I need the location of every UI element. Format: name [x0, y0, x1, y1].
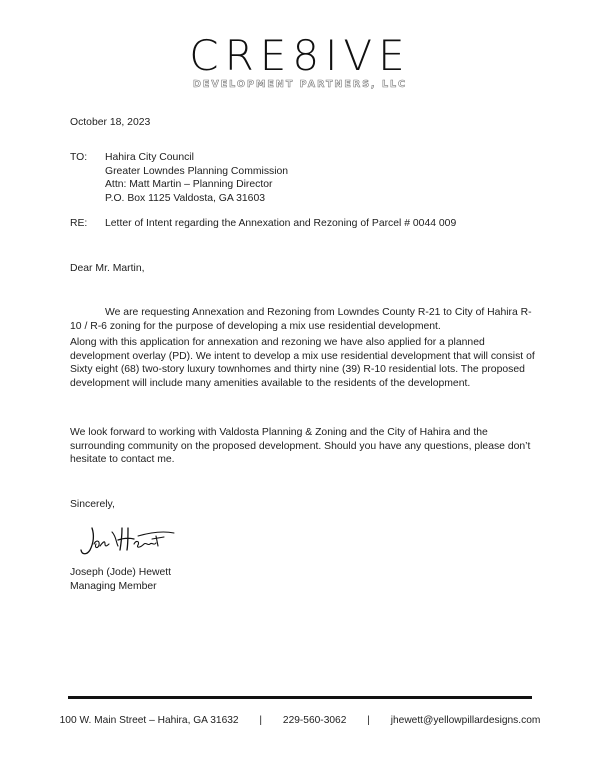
subject-line: Letter of Intent regarding the Annexation and Rezoning of Parcel # 0044 009: [105, 218, 457, 229]
recipient-block: [105, 151, 288, 205]
footer-phone: 229-560-3062: [282, 715, 347, 726]
recipient-line: Attn: Matt Martin – Planning Director: [105, 179, 273, 190]
company-logo-wordmark: CRE8IVE: [189, 31, 411, 80]
salutation: Dear Mr. Martin,: [70, 263, 145, 274]
body-paragraph: Along with this application for annexation and rezoning we have also applied for a planned development overlay (PD). We intent to develop a mix use residential development that will consist of Sixty eight (68) two-story luxury townhomes and thirty nine (39) R-10 residential lots. The proposed development will include many amenities available to the residents of the development.: [70, 337, 535, 389]
recipient-line: P.O. Box 1125 Valdosta, GA 31603: [105, 192, 266, 204]
letterhead-logo: [0, 31, 600, 91]
signer-title: Managing Member: [70, 581, 157, 592]
recipient-line: Greater Lowndes Planning Commission: [105, 165, 289, 177]
footer-contact: [0, 715, 600, 726]
closing: Sincerely,: [70, 499, 115, 510]
letter-date: October 18, 2023: [70, 117, 151, 128]
footer-divider: [68, 696, 532, 699]
footer-email[interactable]: jhewett@yellowpillardesigns.com: [390, 715, 541, 726]
re-label: RE:: [70, 218, 88, 229]
signer-name: Joseph (Jode) Hewett: [70, 567, 172, 578]
footer-separator: |: [367, 715, 370, 726]
recipient-line: Hahira City Council: [105, 152, 194, 163]
to-label: TO:: [70, 152, 88, 163]
handwritten-signature: [78, 522, 178, 567]
company-logo-tagline: DEVELOPMENT PARTNERS, LLC: [192, 79, 408, 90]
body-paragraph: We look forward to working with Valdosta Planning & Zoning and the City of Hahira and the surrounding community on the proposed development. Should you have any questions, please don’t hesitate to contact me.: [70, 427, 531, 465]
footer-separator: |: [259, 715, 263, 726]
body-paragraph: We are requesting Annexation and Rezoning from Lowndes County R-21 to City of Hahira R-10 / R-6 zoning for the purpose of developing a mix use residential development.: [70, 307, 532, 332]
footer-address: 100 W. Main Street – Hahira, GA 31632: [59, 715, 239, 726]
